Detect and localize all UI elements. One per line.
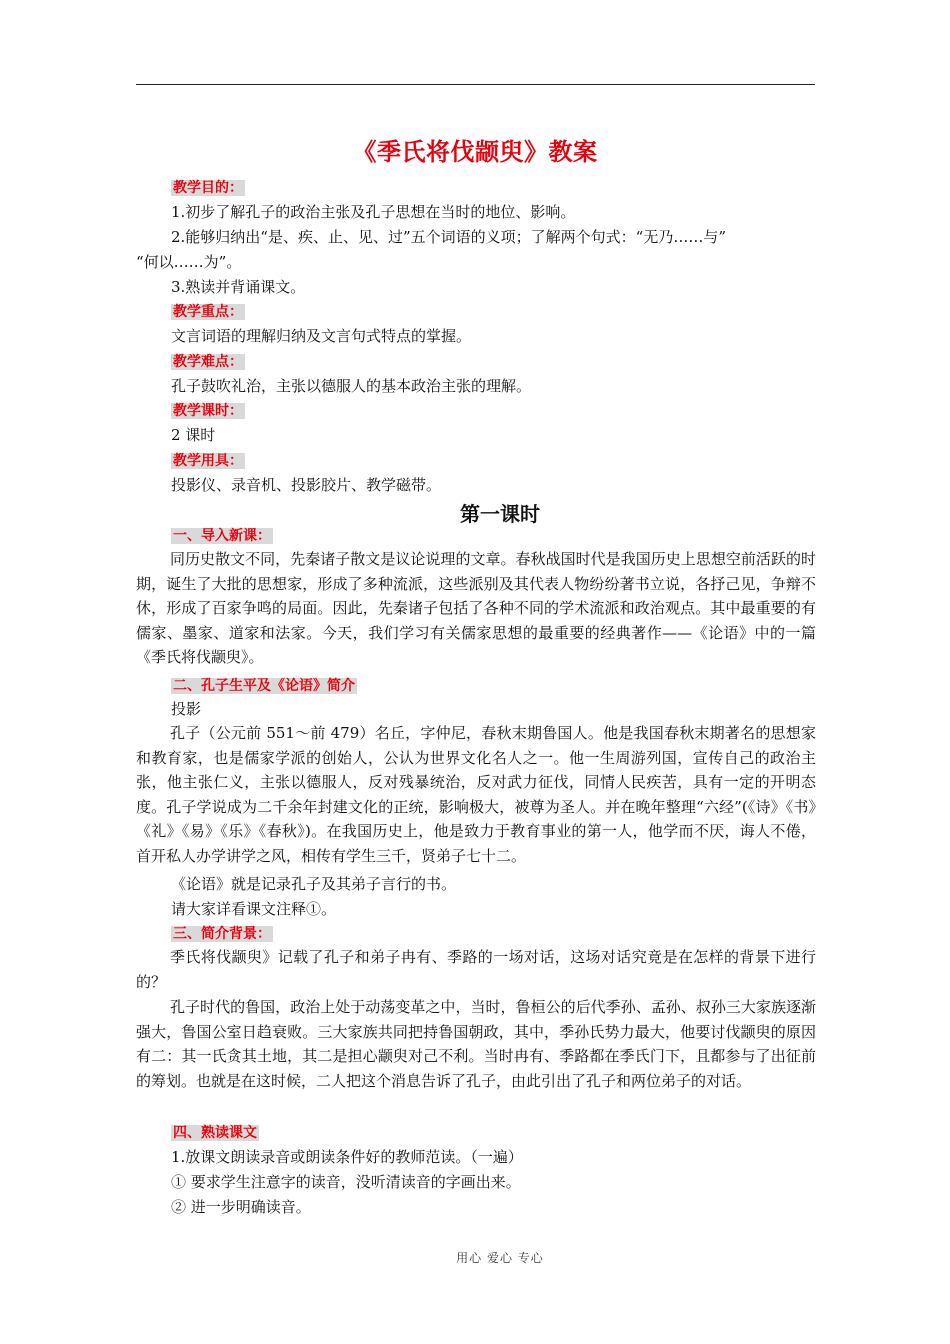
lesson-title: 第一课时 <box>460 502 540 526</box>
section4-item-1: 1.放课文朗读录音或朗读条件好的教师范读。（一遍） <box>171 1148 523 1166</box>
section3-paragraph-1: 季氏将伐颛臾》记载了孔子和弟子冉有、季路的一场对话，这场对话究竟是在怎样的背景下进行的？ <box>136 948 816 991</box>
goal-item-2b: “何以……为”。 <box>136 253 242 271</box>
header-rule <box>136 84 815 85</box>
key-points-heading-line <box>171 301 245 322</box>
section3-paragraph-2: 孔子时代的鲁国，政治上处于动荡变革之中，当时，鲁桓公的后代季孙、孟孙、叔孙三大家族逐渐强大，鲁国公室日趋衰败。三大家族共同把持鲁国朝政，其中，季孙氏势力最大，他要讨伐颛臾的原因有二：其一氏贪其土地，其二是担心颛臾对己不利。当时冉有、季路都在季氏门下，且都参与了出征前的筹划。也就是在这时候，二人把这个消息告诉了孔子，由此引出了孔子和两位弟子的对话。 <box>136 998 816 1090</box>
lunyu-intro: 《论语》就是记录孔子及其弟子言行的书。 <box>171 875 457 893</box>
section4-heading: 四、熟读课文 <box>173 1125 257 1141</box>
goals-heading-line <box>171 177 245 198</box>
tools-text: 投影仪、录音机、投影胶片、教学磁带。 <box>171 476 442 494</box>
section3-heading-line <box>171 923 273 944</box>
section3-heading: 三、简介背景： <box>173 926 271 942</box>
hours-text: 2 课时 <box>171 426 216 444</box>
section2-heading-line <box>171 675 357 696</box>
difficulties-heading-line <box>171 351 245 372</box>
hours-heading: 教学课时： <box>173 403 243 419</box>
section1-heading-line <box>171 525 273 546</box>
difficulties-heading: 教学难点： <box>173 354 243 370</box>
projection-label: 投影 <box>171 700 202 718</box>
section1-paragraph: 同历史散文不同，先秦诸子散文是议论说理的文章。春秋战国时代是我国历史上思想空前活跃的时期，诞生了大批的思想家，形成了多种流派，这些派别及其代表人物纷纷著书立说，各抒己见，争辩不休，形成了百家争鸣的局面。因此，先秦诸子包括了各种不同的学术流派和政治观点。其中最重要的有儒家、墨家、道家和法家。今天，我们学习有关儒家思想的最重要的经典著作——《论语》中的一篇《季氏将伐颛臾》。 <box>136 550 816 667</box>
goals-heading: 教学目的： <box>173 180 243 196</box>
notes-instruction: 请大家详看课文注释①。 <box>171 900 337 918</box>
goal-item-1: 1.初步了解孔子的政治主张及孔子思想在当时的地位、影响。 <box>171 203 576 221</box>
section4-sub-2: ② 进一步明确读音。 <box>171 1198 311 1216</box>
key-points-heading: 教学重点： <box>173 304 243 320</box>
goal-item-2a: 2.能够归纳出“是、疾、止、见、过”五个词语的义项；了解两个句式：“无乃……与” <box>171 228 726 246</box>
hours-heading-line <box>171 400 245 421</box>
goal-item-3: 3.熟读并背诵课文。 <box>171 278 306 296</box>
section2-paragraph: 孔子（公元前 551～前 479）名丘，字仲尼，春秋末期鲁国人。他是我国春秋末期著名的思想家和教育家，也是儒家学派的创始人，公认为世界文化名人之一。他一生周游列国，宣传自己的政治主张，他主张仁义，主张以德服人，反对残暴统治，反对武力征伐，同情人民疾苦，具有一定的开明态度。孔子学说成为二千余年封建文化的正统，影响极大，被尊为圣人。并在晚年整理“六经”(《诗》《书》《礼》《易》《乐》《春秋》)。在我国历史上，他是致力于教育事业的第一人，他学而不厌，诲人不倦，首开私人办学讲学之风，相传有学生三千，贤弟子七十二。 <box>136 724 816 865</box>
difficulties-text: 孔子鼓吹礼治，主张以德服人的基本政治主张的理解。 <box>171 377 532 395</box>
section2-heading: 二、孔子生平及《论语》简介 <box>173 678 355 694</box>
tools-heading-line <box>171 450 245 471</box>
tools-heading: 教学用具： <box>173 453 243 469</box>
document-title: 《季氏将伐颛臾》教案 <box>352 138 598 166</box>
key-points-text: 文言词语的理解归纳及文言句式特点的掌握。 <box>171 327 472 345</box>
section4-sub-1: ① 要求学生注意字的读音，没听清读音的字画出来。 <box>171 1173 521 1191</box>
section4-heading-line <box>171 1122 259 1143</box>
section1-heading: 一、导入新课： <box>173 528 271 544</box>
page-footer: 用心 爱心 专心 <box>456 1251 544 1265</box>
